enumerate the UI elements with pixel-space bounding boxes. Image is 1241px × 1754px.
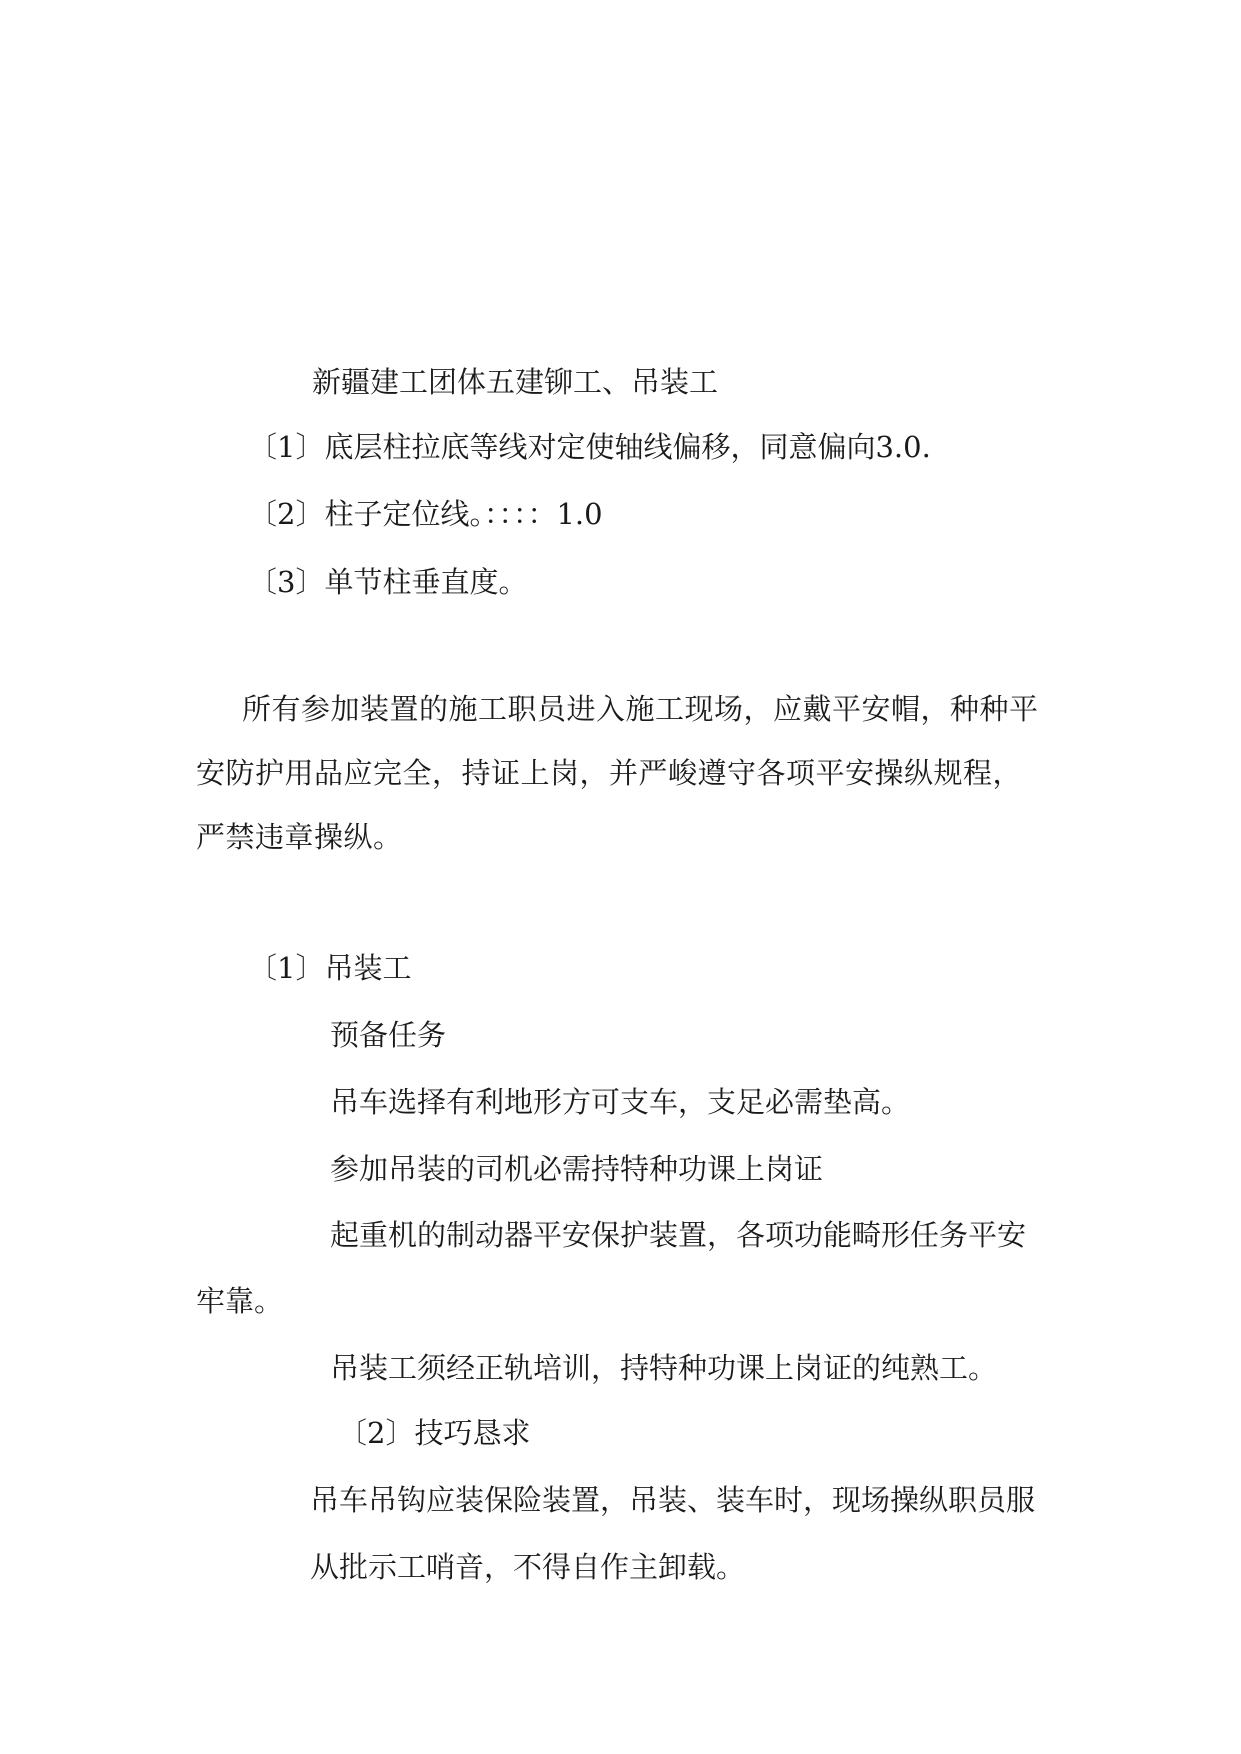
section-heading: 〔2〕技巧恳求 <box>338 1416 531 1450</box>
list-item: 〔1〕底层柱拉底等线对定使轴线偏移，同意偏向3.0. <box>248 430 931 464</box>
list-item-continuation: 牢靠。 <box>196 1284 284 1318</box>
list-item: 吊装工须经正轨培训，持特种功课上岗证的纯熟工。 <box>330 1351 998 1385</box>
list-item: 预备任务 <box>330 1018 447 1052</box>
safety-paragraph: 所有参加装置的施工职员进入施工现场，应戴平安帽，种种平安防护用品应完全，持证上岗，并严峻遵守各项平安操纵规程，严禁违章操纵。 <box>196 692 1039 854</box>
list-item-continuation: 从批示工哨音，不得自作主卸载。 <box>310 1550 746 1584</box>
list-item: 吊车吊钩应装保险装置，吊装、装车时，现场操纵职员服 <box>310 1483 1036 1517</box>
section-heading: 〔1〕吊装工 <box>248 951 412 985</box>
document-title: 新疆建工团体五建铆工、吊装工 <box>312 365 719 399</box>
list-item: 〔2〕柱子定位线。：：：：1.0 <box>248 497 603 531</box>
list-item: 起重机的制动器平安保护装置，各项功能畸形任务平安 <box>330 1218 1027 1252</box>
list-item: 吊车选择有利地形方可支车，支足必需垫高。 <box>330 1085 911 1119</box>
list-item: 参加吊装的司机必需持特种功课上岗证 <box>330 1152 824 1186</box>
list-item: 〔3〕单节柱垂直度。 <box>248 565 528 599</box>
